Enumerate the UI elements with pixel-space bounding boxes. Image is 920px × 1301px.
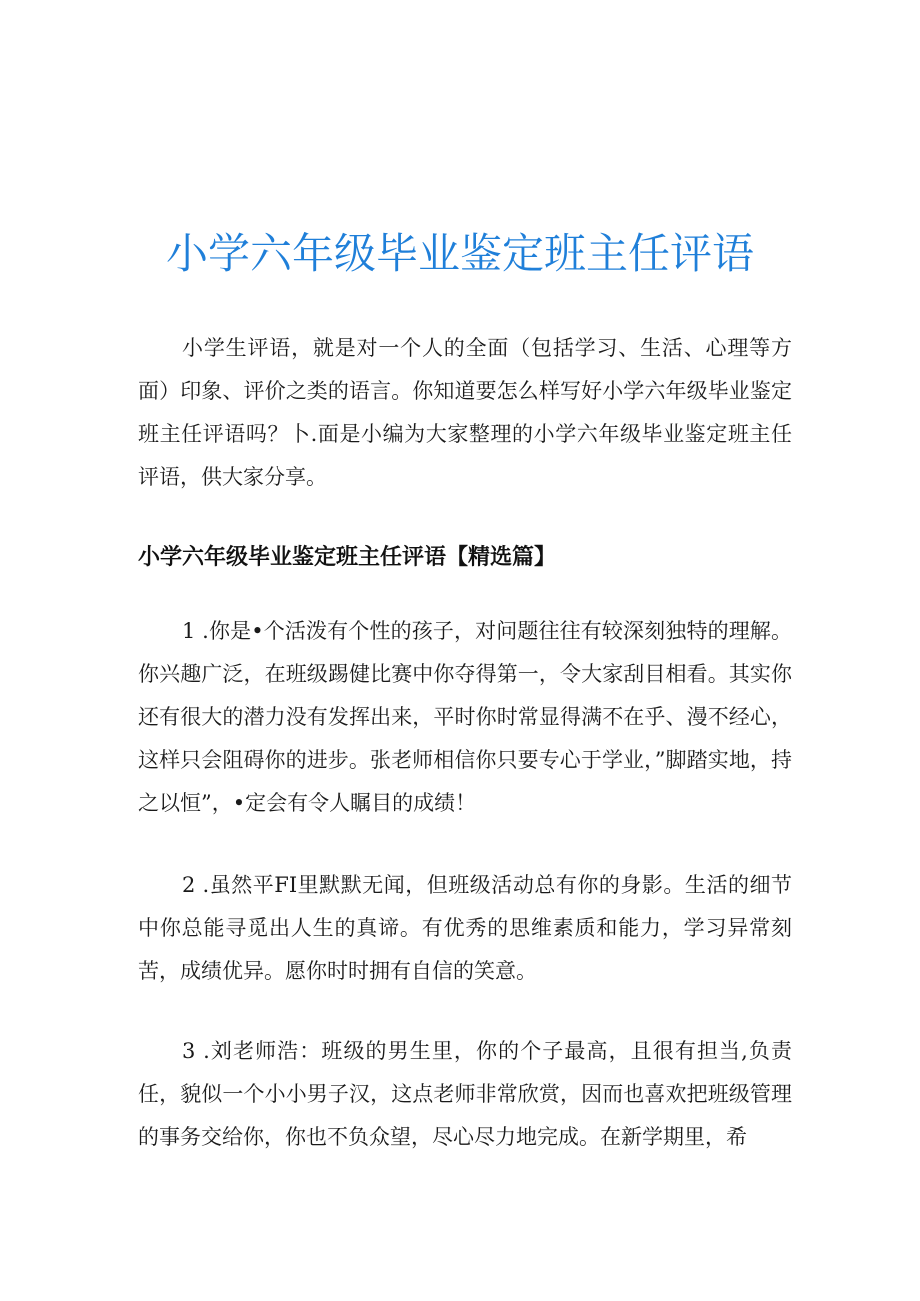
comment-paragraph-2: 2 .虽然平FI里默默无闻，但班级活动总有你的身影。生活的细节中你总能寻觅出人生的真谛。有优秀的思维素质和能力，学习异常刻苦，成绩优异。愿你时时拥有自信的笑意。 [138,873,792,983]
comment-paragraph-3: 3 .刘老师浩：班级的男生里，你的个子最高，且很有担当,负责任，貌似一个小小男子汉，这点老师非常欣赏，因而也喜欢把班级管理的事务交给你，你也不负众望，尽心尽力地完成。在新学期里，希 [138,1039,792,1149]
intro-paragraph: 小学生评语，就是对一个人的全面（包括学习、生活、心理等方面）印象、评价之类的语言。你知道要怎么样写好小学六年级毕业鉴定班主任评语吗？卜.面是小编为大家整理的小学六年级毕业鉴定班主任评语，供大家分享。 [138,336,792,489]
section-heading: 小学六年级毕业鉴定班主任评语【精选篇】 [138,545,557,570]
document-title: 小学六年级毕业鉴定班主任评语 [165,229,754,279]
comment-paragraph-1: 1 .你是•个活泼有个性的孩子，对问题往往有较深刻独特的理解。你兴趣广泛，在班级踢健比赛中你夺得第一，令大家刮目相看。其实你还有很大的潜力没有发挥出来，平时你时常显得满不在乎、漫不经心，这样只会阻碍你的进步。张老师相信你只要专心于学业，”脚踏实地，持之以恒”，•定会有令人瞩目的成绩！ [138,619,792,815]
